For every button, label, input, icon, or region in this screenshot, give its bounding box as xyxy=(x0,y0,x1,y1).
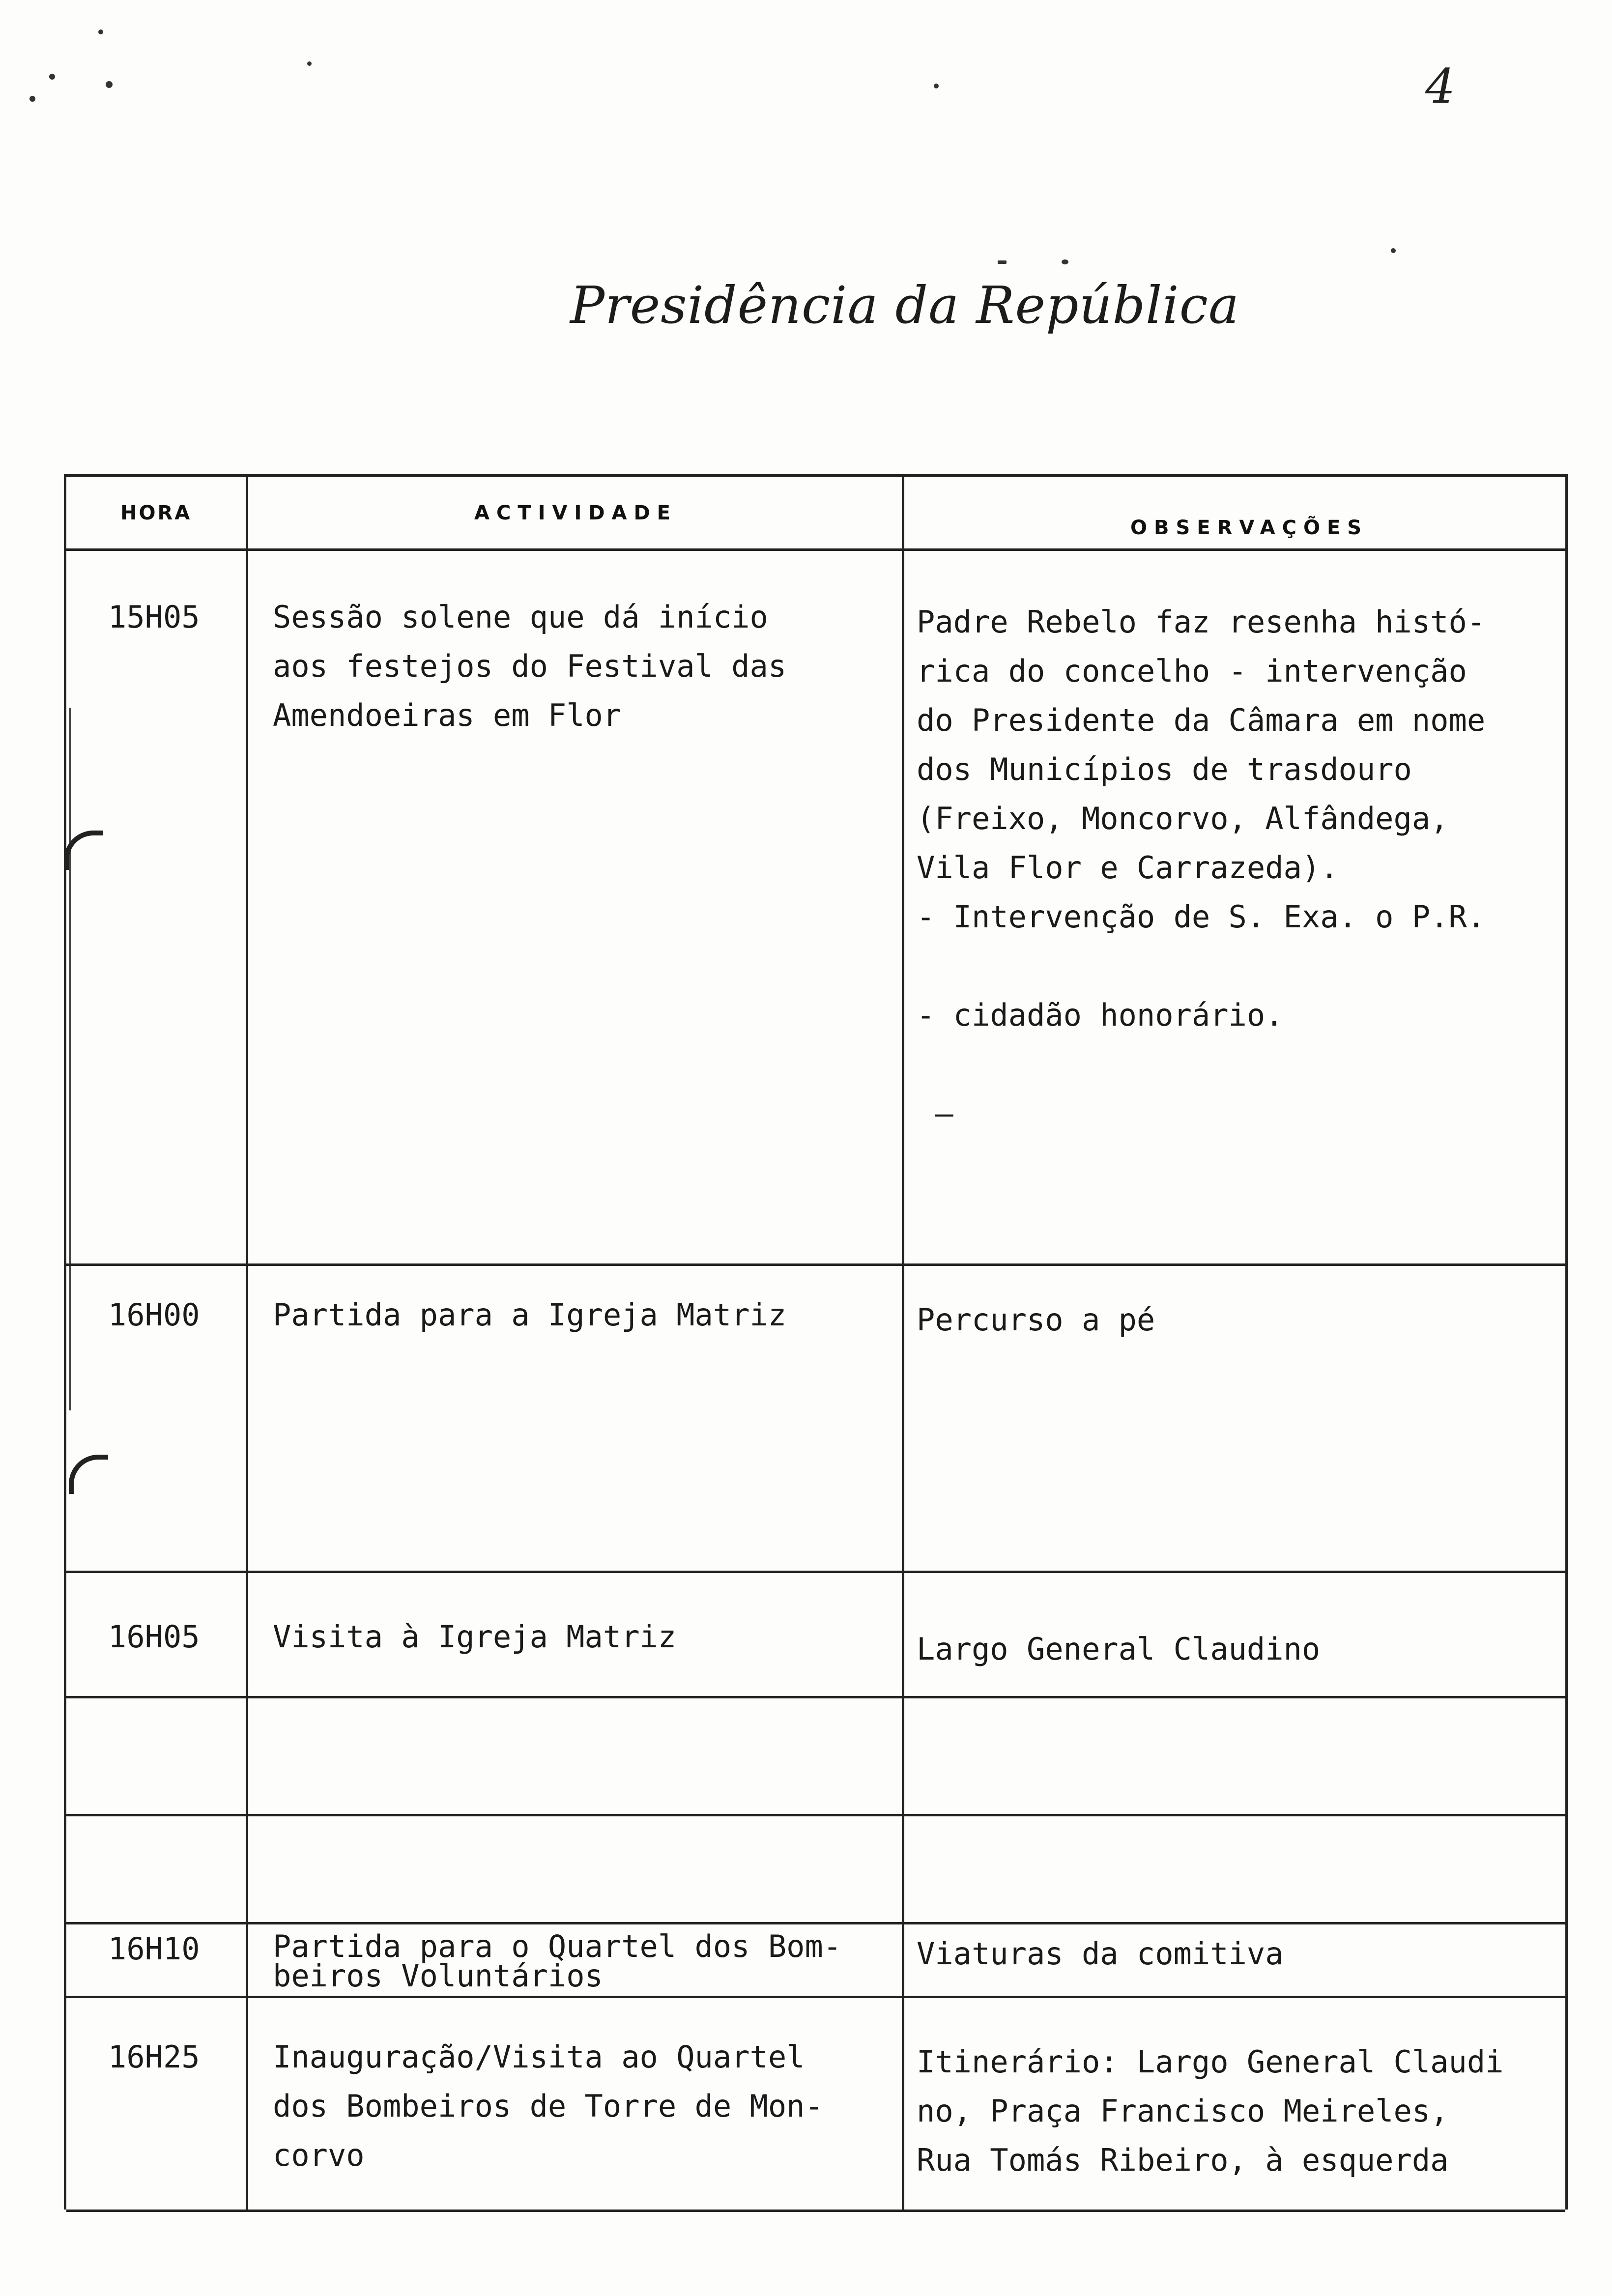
time-cell: 16H05 xyxy=(108,1619,200,1655)
table-row xyxy=(66,1573,1565,1698)
table-row xyxy=(66,1698,1565,1816)
activity-cell: Sessão solene que dá início aos festejos do Festival das Amendoeiras em Flor xyxy=(273,599,787,733)
observations-cell: Largo General Claudino xyxy=(917,1631,1321,1667)
scan-speck xyxy=(106,81,113,88)
time-cell: 15H05 xyxy=(108,599,200,635)
scan-speck xyxy=(1391,248,1396,253)
scan-speck xyxy=(934,84,939,88)
scan-speck xyxy=(1062,259,1068,264)
time-cell: 16H10 xyxy=(108,1931,200,1967)
scan-speck xyxy=(307,61,312,66)
table-row xyxy=(66,1266,1565,1573)
page-number: 4 xyxy=(1425,59,1456,114)
header-observacoes: OBSERVAÇÕES xyxy=(1130,517,1369,539)
observations-cell: Percurso a pé xyxy=(917,1302,1155,1338)
activity-cell: Partida para a Igreja Matriz xyxy=(273,1297,787,1333)
scan-speck xyxy=(49,74,55,80)
activity-cell: Visita à Igreja Matriz xyxy=(273,1619,677,1655)
table-row xyxy=(66,551,1565,1266)
observations-cell: Itinerário: Largo General Claudi no, Praça Francisco Meireles, Rua Tomás Ribeiro, à esquerda xyxy=(917,2044,1504,2178)
time-cell: 16H00 xyxy=(108,1297,200,1333)
table-row xyxy=(66,1816,1565,1924)
schedule-table xyxy=(64,474,1568,2210)
activity-cell: Inauguração/Visita ao Quartel dos Bombeiros de Torre de Mon- corvo xyxy=(273,2039,823,2173)
scan-speck xyxy=(98,29,103,34)
header-actividade: ACTIVIDADE xyxy=(474,502,678,524)
time-cell: 16H25 xyxy=(108,2039,200,2075)
observations-cell: Viaturas da comitiva xyxy=(917,1936,1284,1972)
table-row xyxy=(66,1924,1565,1998)
table-row xyxy=(66,1998,1565,2212)
scan-speck xyxy=(29,96,35,102)
table-header xyxy=(66,477,1565,551)
observations-cell: Padre Rebelo faz resenha histó- rica do concelho - intervenção do Presidente da Câmara em nome dos Municípios de trasdouro (Freixo, Moncorvo, Alfândega, Vila Flor e Carrazeda). - Intervenção de S. Exa. o P.R. - cidadão honorário. — xyxy=(917,604,1486,1131)
activity-cell: Partida para o Quartel dos Bom- beiros Voluntários xyxy=(273,1928,842,1994)
letterhead-title: Presidência da República xyxy=(570,275,1239,335)
header-hora: HORA xyxy=(120,502,192,524)
scan-speck xyxy=(998,260,1007,264)
